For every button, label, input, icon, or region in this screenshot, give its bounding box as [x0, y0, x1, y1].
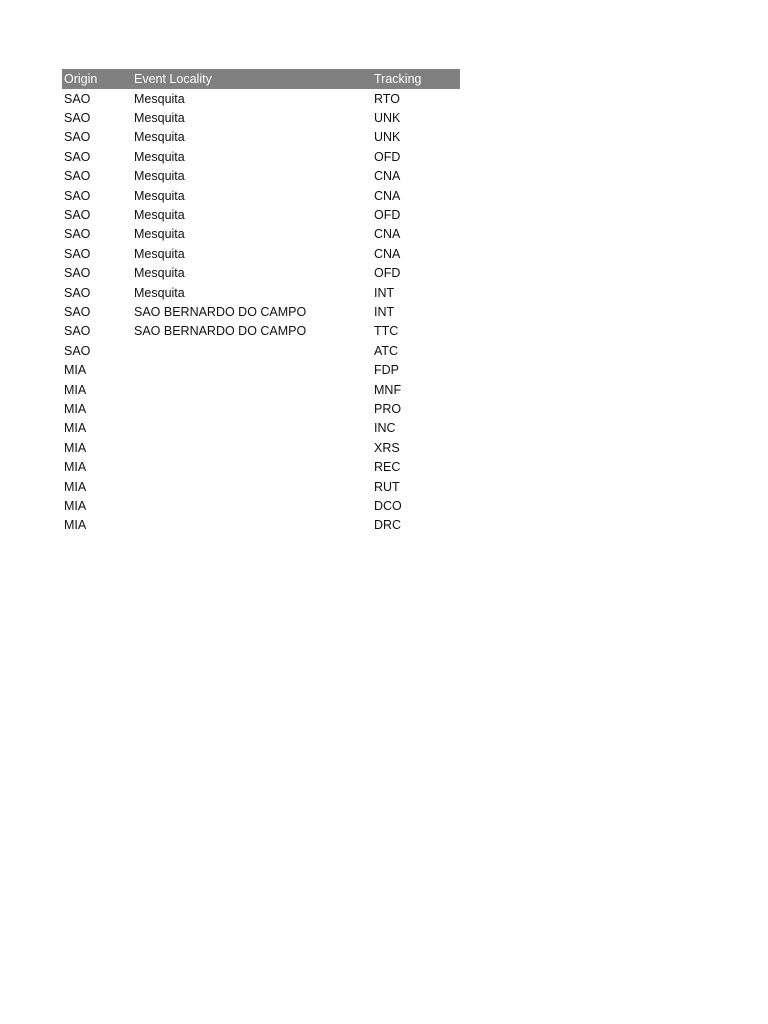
cell-event-locality: Mesquita: [134, 130, 185, 145]
table-row: [62, 457, 460, 476]
table-row: [62, 419, 460, 438]
header-tracking: Tracking: [374, 72, 422, 86]
cell-event-locality: Mesquita: [134, 246, 185, 261]
cell-tracking: PRO: [374, 401, 402, 416]
cell-tracking: DRC: [374, 518, 402, 533]
cell-tracking: ATC: [374, 343, 399, 358]
table-row: [62, 225, 460, 244]
cell-origin: SAO: [64, 208, 91, 223]
cell-tracking: RUT: [374, 479, 400, 494]
table-body: [62, 89, 460, 535]
header-event-locality: Event Locality: [134, 72, 212, 86]
cell-origin: SAO: [64, 246, 91, 261]
cell-origin: MIA: [64, 460, 87, 475]
cell-tracking: CNA: [374, 169, 401, 184]
cell-event-locality: Mesquita: [134, 208, 185, 223]
cell-tracking: CNA: [374, 246, 401, 261]
cell-origin: SAO: [64, 324, 91, 339]
table-row: [62, 186, 460, 205]
table-row: [62, 244, 460, 263]
cell-event-locality: Mesquita: [134, 285, 185, 300]
table-row: [62, 438, 460, 457]
cell-origin: MIA: [64, 479, 87, 494]
cell-tracking: UNK: [374, 111, 401, 126]
table-row: [62, 283, 460, 302]
table-row: [62, 322, 460, 341]
cell-tracking: FDP: [374, 363, 399, 378]
cell-origin: MIA: [64, 518, 87, 533]
table-row: [62, 516, 460, 535]
cell-tracking: OFD: [374, 149, 401, 164]
cell-event-locality: Mesquita: [134, 111, 185, 126]
cell-origin: SAO: [64, 304, 91, 319]
table-row: [62, 108, 460, 127]
cell-origin: SAO: [64, 285, 91, 300]
cell-event-locality: Mesquita: [134, 188, 185, 203]
cell-event-locality: Mesquita: [134, 91, 185, 106]
cell-origin: MIA: [64, 498, 87, 513]
table-row: [62, 496, 460, 515]
table-row: [62, 341, 460, 360]
cell-tracking: RTO: [374, 91, 400, 106]
cell-origin: SAO: [64, 130, 91, 145]
cell-event-locality: Mesquita: [134, 149, 185, 164]
cell-event-locality: SAO BERNARDO DO CAMPO: [134, 324, 307, 339]
cell-origin: SAO: [64, 91, 91, 106]
cell-tracking: CNA: [374, 188, 401, 203]
cell-origin: SAO: [64, 227, 91, 242]
cell-event-locality: SAO BERNARDO DO CAMPO: [134, 304, 307, 319]
table-row: [62, 167, 460, 186]
table-header: [62, 69, 460, 89]
cell-origin: SAO: [64, 169, 91, 184]
cell-tracking: DCO: [374, 498, 402, 513]
cell-origin: SAO: [64, 343, 91, 358]
cell-origin: MIA: [64, 363, 87, 378]
cell-tracking: INC: [374, 421, 396, 436]
cell-tracking: XRS: [374, 440, 400, 455]
cell-origin: SAO: [64, 266, 91, 281]
table-row: [62, 360, 460, 379]
cell-tracking: OFD: [374, 208, 401, 223]
cell-origin: SAO: [64, 111, 91, 126]
cell-tracking: INT: [374, 304, 395, 319]
cell-tracking: CNA: [374, 227, 401, 242]
cell-tracking: UNK: [374, 130, 401, 145]
cell-event-locality: Mesquita: [134, 266, 185, 281]
table-row: [62, 302, 460, 321]
table-row: [62, 128, 460, 147]
cell-origin: SAO: [64, 188, 91, 203]
cell-tracking: OFD: [374, 266, 401, 281]
cell-origin: MIA: [64, 401, 87, 416]
table-row: [62, 399, 460, 418]
table-row: [62, 147, 460, 166]
table-row: [62, 477, 460, 496]
cell-event-locality: Mesquita: [134, 169, 185, 184]
table-row: [62, 89, 460, 108]
cell-tracking: INT: [374, 285, 395, 300]
cell-tracking: MNF: [374, 382, 402, 397]
table-row: [62, 264, 460, 283]
cell-tracking: TTC: [374, 324, 399, 339]
cell-origin: MIA: [64, 382, 87, 397]
header-origin: Origin: [64, 72, 98, 86]
cell-origin: MIA: [64, 421, 87, 436]
cell-event-locality: Mesquita: [134, 227, 185, 242]
cell-origin: MIA: [64, 440, 87, 455]
tracking-table: [62, 69, 460, 535]
cell-tracking: REC: [374, 460, 401, 475]
table-row: [62, 380, 460, 399]
cell-origin: SAO: [64, 149, 91, 164]
table-row: [62, 205, 460, 224]
